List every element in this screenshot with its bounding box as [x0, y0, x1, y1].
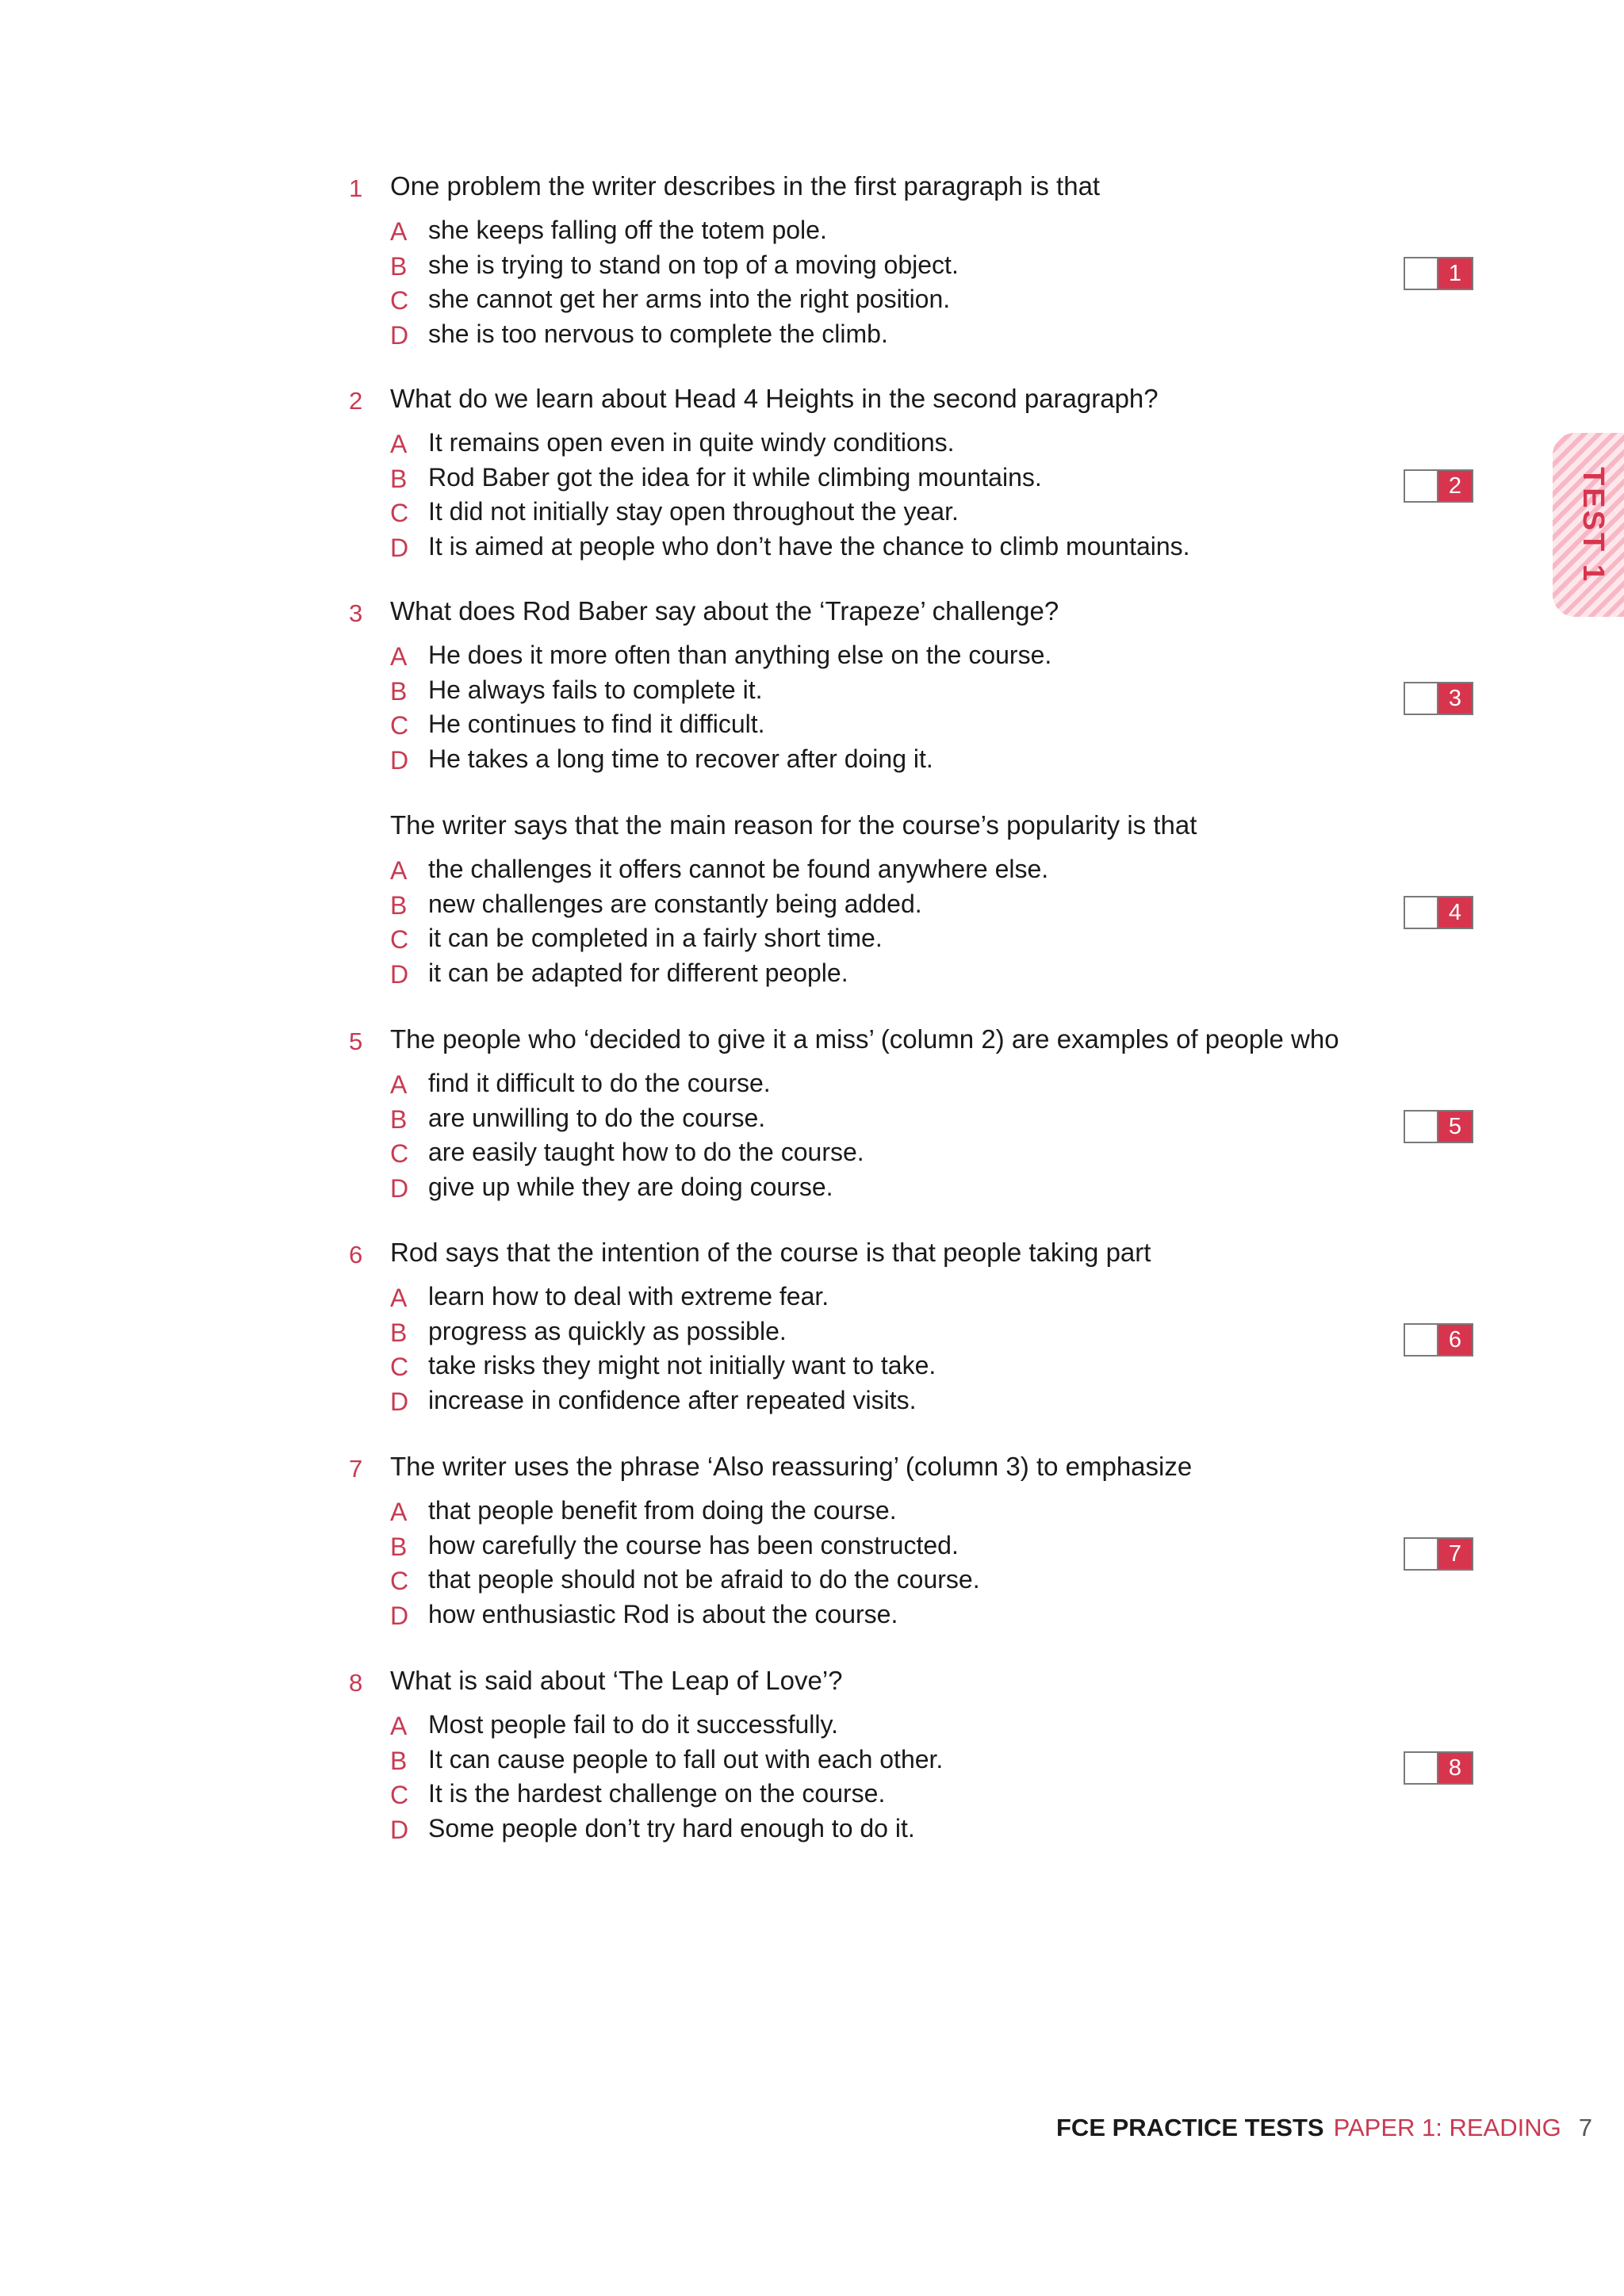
- option-text: He does it more often than anything else on the course.: [428, 641, 1052, 669]
- question-stem: [349, 1021, 1491, 1066]
- option-letter: B: [390, 464, 408, 493]
- test-side-tab: [1553, 433, 1624, 617]
- option-text: give up while they are doing course.: [428, 1172, 833, 1201]
- answer-box[interactable]: [1404, 1110, 1473, 1143]
- side-tab-label: TEST 1: [1576, 466, 1610, 584]
- question-6: [349, 1234, 1491, 1417]
- option-row: [349, 1100, 1491, 1135]
- option-text: new challenges are constantly being added.: [428, 889, 922, 918]
- question-text: What is said about ‘The Leap of Love’?: [390, 1666, 843, 1695]
- option-row: [349, 637, 1491, 672]
- option-row: [349, 460, 1491, 495]
- option-list: [349, 851, 1491, 989]
- answer-field[interactable]: [1405, 1112, 1437, 1142]
- question-5: [349, 1021, 1491, 1203]
- question-4: [349, 807, 1491, 989]
- answer-field[interactable]: [1405, 1325, 1437, 1355]
- question-stem: [349, 1663, 1491, 1707]
- question-number: 7: [349, 1455, 363, 1483]
- option-text: It is the hardest challenge on the course.: [428, 1779, 886, 1808]
- option-row: [349, 529, 1491, 564]
- option-row: [349, 1279, 1491, 1314]
- option-text: Most people fail to do it successfully.: [428, 1710, 838, 1739]
- option-row: [349, 1528, 1491, 1563]
- option-text: He takes a long time to recover after doing it.: [428, 744, 933, 773]
- option-row: [349, 706, 1491, 741]
- option-text: find it difficult to do the course.: [428, 1069, 771, 1097]
- question-stem: [349, 593, 1491, 637]
- answer-box[interactable]: [1404, 1537, 1473, 1571]
- question-text: The writer says that the main reason for the course’s popularity is that: [390, 810, 1197, 840]
- option-row: [349, 425, 1491, 460]
- answer-field[interactable]: [1405, 683, 1437, 714]
- option-row: [349, 1562, 1491, 1597]
- page-footer: [1056, 2114, 1592, 2142]
- option-letter: C: [390, 1139, 409, 1168]
- option-letter: C: [390, 1567, 409, 1595]
- option-letter: D: [390, 533, 409, 562]
- option-letter: D: [390, 1173, 409, 1203]
- option-letter: C: [390, 925, 409, 954]
- question-number: 3: [349, 599, 363, 627]
- option-row: [349, 316, 1491, 351]
- question-2: [349, 381, 1491, 563]
- option-letter: A: [390, 430, 408, 458]
- option-row: [349, 281, 1491, 316]
- option-letter: D: [390, 1387, 409, 1416]
- option-letter: A: [390, 1498, 408, 1526]
- answer-number-label: 7: [1437, 1539, 1472, 1569]
- option-letter: B: [390, 676, 408, 706]
- answer-box[interactable]: [1404, 257, 1473, 290]
- option-row: [349, 1597, 1491, 1632]
- option-text: He always fails to complete it.: [428, 675, 763, 704]
- question-stem: [349, 381, 1491, 425]
- option-row: [349, 1169, 1491, 1204]
- option-letter: A: [390, 642, 408, 671]
- option-letter: D: [390, 320, 409, 350]
- option-row: [349, 1493, 1491, 1528]
- option-letter: C: [390, 1781, 409, 1809]
- option-text: It remains open even in quite windy conditions.: [428, 428, 955, 457]
- question-text: What does Rod Baber say about the ‘Trapeze’ challenge?: [390, 596, 1059, 626]
- option-row: [349, 1135, 1491, 1169]
- option-letter: C: [390, 499, 409, 527]
- option-text: it can be adapted for different people.: [428, 958, 848, 987]
- option-letter: B: [390, 1104, 408, 1134]
- option-text: It can cause people to fall out with each other.: [428, 1744, 944, 1774]
- answer-box[interactable]: [1404, 1751, 1473, 1785]
- question-number: 6: [349, 1241, 363, 1269]
- option-row: [349, 1348, 1491, 1383]
- option-text: It is aimed at people who don’t have the chance to climb mountains.: [428, 531, 1190, 561]
- option-row: [349, 886, 1491, 921]
- answer-number-label: 8: [1437, 1753, 1472, 1783]
- option-letter: B: [390, 1318, 408, 1347]
- option-row: [349, 851, 1491, 886]
- option-text: Some people don’t try hard enough to do it.: [428, 1813, 915, 1843]
- question-text: The writer uses the phrase ‘Also reassuring’ (column 3) to emphasize: [390, 1452, 1193, 1481]
- question-number: 8: [349, 1669, 363, 1697]
- question-1: [349, 168, 1491, 350]
- option-letter: A: [390, 1070, 408, 1099]
- option-row: [349, 212, 1491, 247]
- option-row: [349, 1811, 1491, 1846]
- option-text: she is too nervous to complete the climb.: [428, 319, 888, 348]
- option-row: [349, 1383, 1491, 1418]
- option-list: [349, 637, 1491, 775]
- option-row: [349, 1776, 1491, 1811]
- answer-box[interactable]: [1404, 469, 1473, 503]
- option-text: the challenges it offers cannot be found anywhere else.: [428, 855, 1049, 883]
- option-text: it can be completed in a fairly short time.: [428, 924, 883, 952]
- option-text: she keeps falling off the totem pole.: [428, 216, 827, 244]
- option-row: [349, 1742, 1491, 1777]
- answer-number-label: 1: [1437, 258, 1472, 289]
- option-row: [349, 1314, 1491, 1349]
- answer-box[interactable]: [1404, 682, 1473, 715]
- question-text: The people who ‘decided to give it a miss’ (column 2) are examples of people who: [390, 1024, 1339, 1054]
- option-text: progress as quickly as possible.: [428, 1316, 787, 1345]
- question-text: What do we learn about Head 4 Heights in the second paragraph?: [390, 384, 1159, 413]
- option-text: that people benefit from doing the course.: [428, 1496, 897, 1525]
- footer-series: FCE PRACTICE TESTS: [1056, 2114, 1324, 2141]
- question-8: [349, 1663, 1491, 1845]
- answer-number-label: 2: [1437, 471, 1472, 501]
- option-letter: D: [390, 745, 409, 775]
- question-stem: [349, 168, 1491, 212]
- option-row: [349, 672, 1491, 707]
- answer-box[interactable]: [1404, 896, 1473, 929]
- option-row: [349, 247, 1491, 282]
- option-letter: A: [390, 217, 408, 246]
- option-letter: B: [390, 1746, 408, 1775]
- option-list: [349, 1707, 1491, 1845]
- answer-number-label: 3: [1437, 683, 1472, 714]
- option-text: Rod Baber got the idea for it while climbing mountains.: [428, 462, 1042, 492]
- option-text: she is trying to stand on top of a moving object.: [428, 250, 959, 279]
- option-text: how carefully the course has been constructed.: [428, 1530, 959, 1559]
- option-letter: D: [390, 1815, 409, 1844]
- option-list: [349, 1493, 1491, 1631]
- question-text: Rod says that the intention of the course is that people taking part: [390, 1238, 1151, 1267]
- option-row: [349, 494, 1491, 529]
- question-number: 5: [349, 1027, 363, 1055]
- option-letter: C: [390, 711, 409, 740]
- option-text: learn how to deal with extreme fear.: [428, 1282, 829, 1311]
- option-letter: C: [390, 1353, 409, 1381]
- option-letter: C: [390, 286, 409, 315]
- option-row: [349, 920, 1491, 955]
- option-list: [349, 212, 1491, 350]
- option-letter: A: [390, 1284, 408, 1312]
- answer-number-label: 4: [1437, 897, 1472, 928]
- option-text: increase in confidence after repeated visits.: [428, 1385, 917, 1414]
- option-letter: A: [390, 1712, 408, 1740]
- footer-paper: PAPER 1: READING: [1333, 2114, 1561, 2141]
- question-7: [349, 1448, 1491, 1631]
- option-row: [349, 741, 1491, 776]
- option-row: [349, 955, 1491, 990]
- question-stem: [349, 807, 1491, 851]
- option-text: she cannot get her arms into the right position.: [428, 285, 951, 313]
- option-text: It did not initially stay open throughout the year.: [428, 497, 959, 526]
- option-row: [349, 1066, 1491, 1100]
- option-letter: B: [390, 1532, 408, 1561]
- option-letter: B: [390, 251, 408, 281]
- option-text: take risks they might not initially want to take.: [428, 1351, 936, 1380]
- question-stem: [349, 1448, 1491, 1493]
- option-text: how enthusiastic Rod is about the course.: [428, 1599, 898, 1628]
- answer-field[interactable]: [1405, 1753, 1437, 1783]
- answer-field[interactable]: [1405, 471, 1437, 501]
- question-number: 2: [349, 387, 363, 415]
- question-3: [349, 593, 1491, 775]
- question-number: 1: [349, 174, 363, 202]
- question-text: One problem the writer describes in the first paragraph is that: [390, 171, 1101, 201]
- answer-box[interactable]: [1404, 1323, 1473, 1357]
- option-letter: D: [390, 1601, 409, 1630]
- answer-number-label: 6: [1437, 1325, 1472, 1355]
- option-text: He continues to find it difficult.: [428, 710, 765, 738]
- option-letter: D: [390, 959, 409, 989]
- answer-number-label: 5: [1437, 1112, 1472, 1142]
- option-text: are unwilling to do the course.: [428, 1103, 766, 1132]
- option-letter: B: [390, 890, 408, 920]
- answer-field[interactable]: [1405, 258, 1437, 289]
- option-list: [349, 425, 1491, 563]
- option-row: [349, 1707, 1491, 1742]
- option-list: [349, 1066, 1491, 1203]
- option-letter: A: [390, 856, 408, 885]
- option-text: are easily taught how to do the course.: [428, 1138, 864, 1166]
- option-list: [349, 1279, 1491, 1417]
- answer-field[interactable]: [1405, 1539, 1437, 1569]
- question-stem: [349, 1234, 1491, 1279]
- page-number: 7: [1578, 2114, 1592, 2141]
- answer-field[interactable]: [1405, 897, 1437, 928]
- option-text: that people should not be afraid to do the course.: [428, 1565, 980, 1594]
